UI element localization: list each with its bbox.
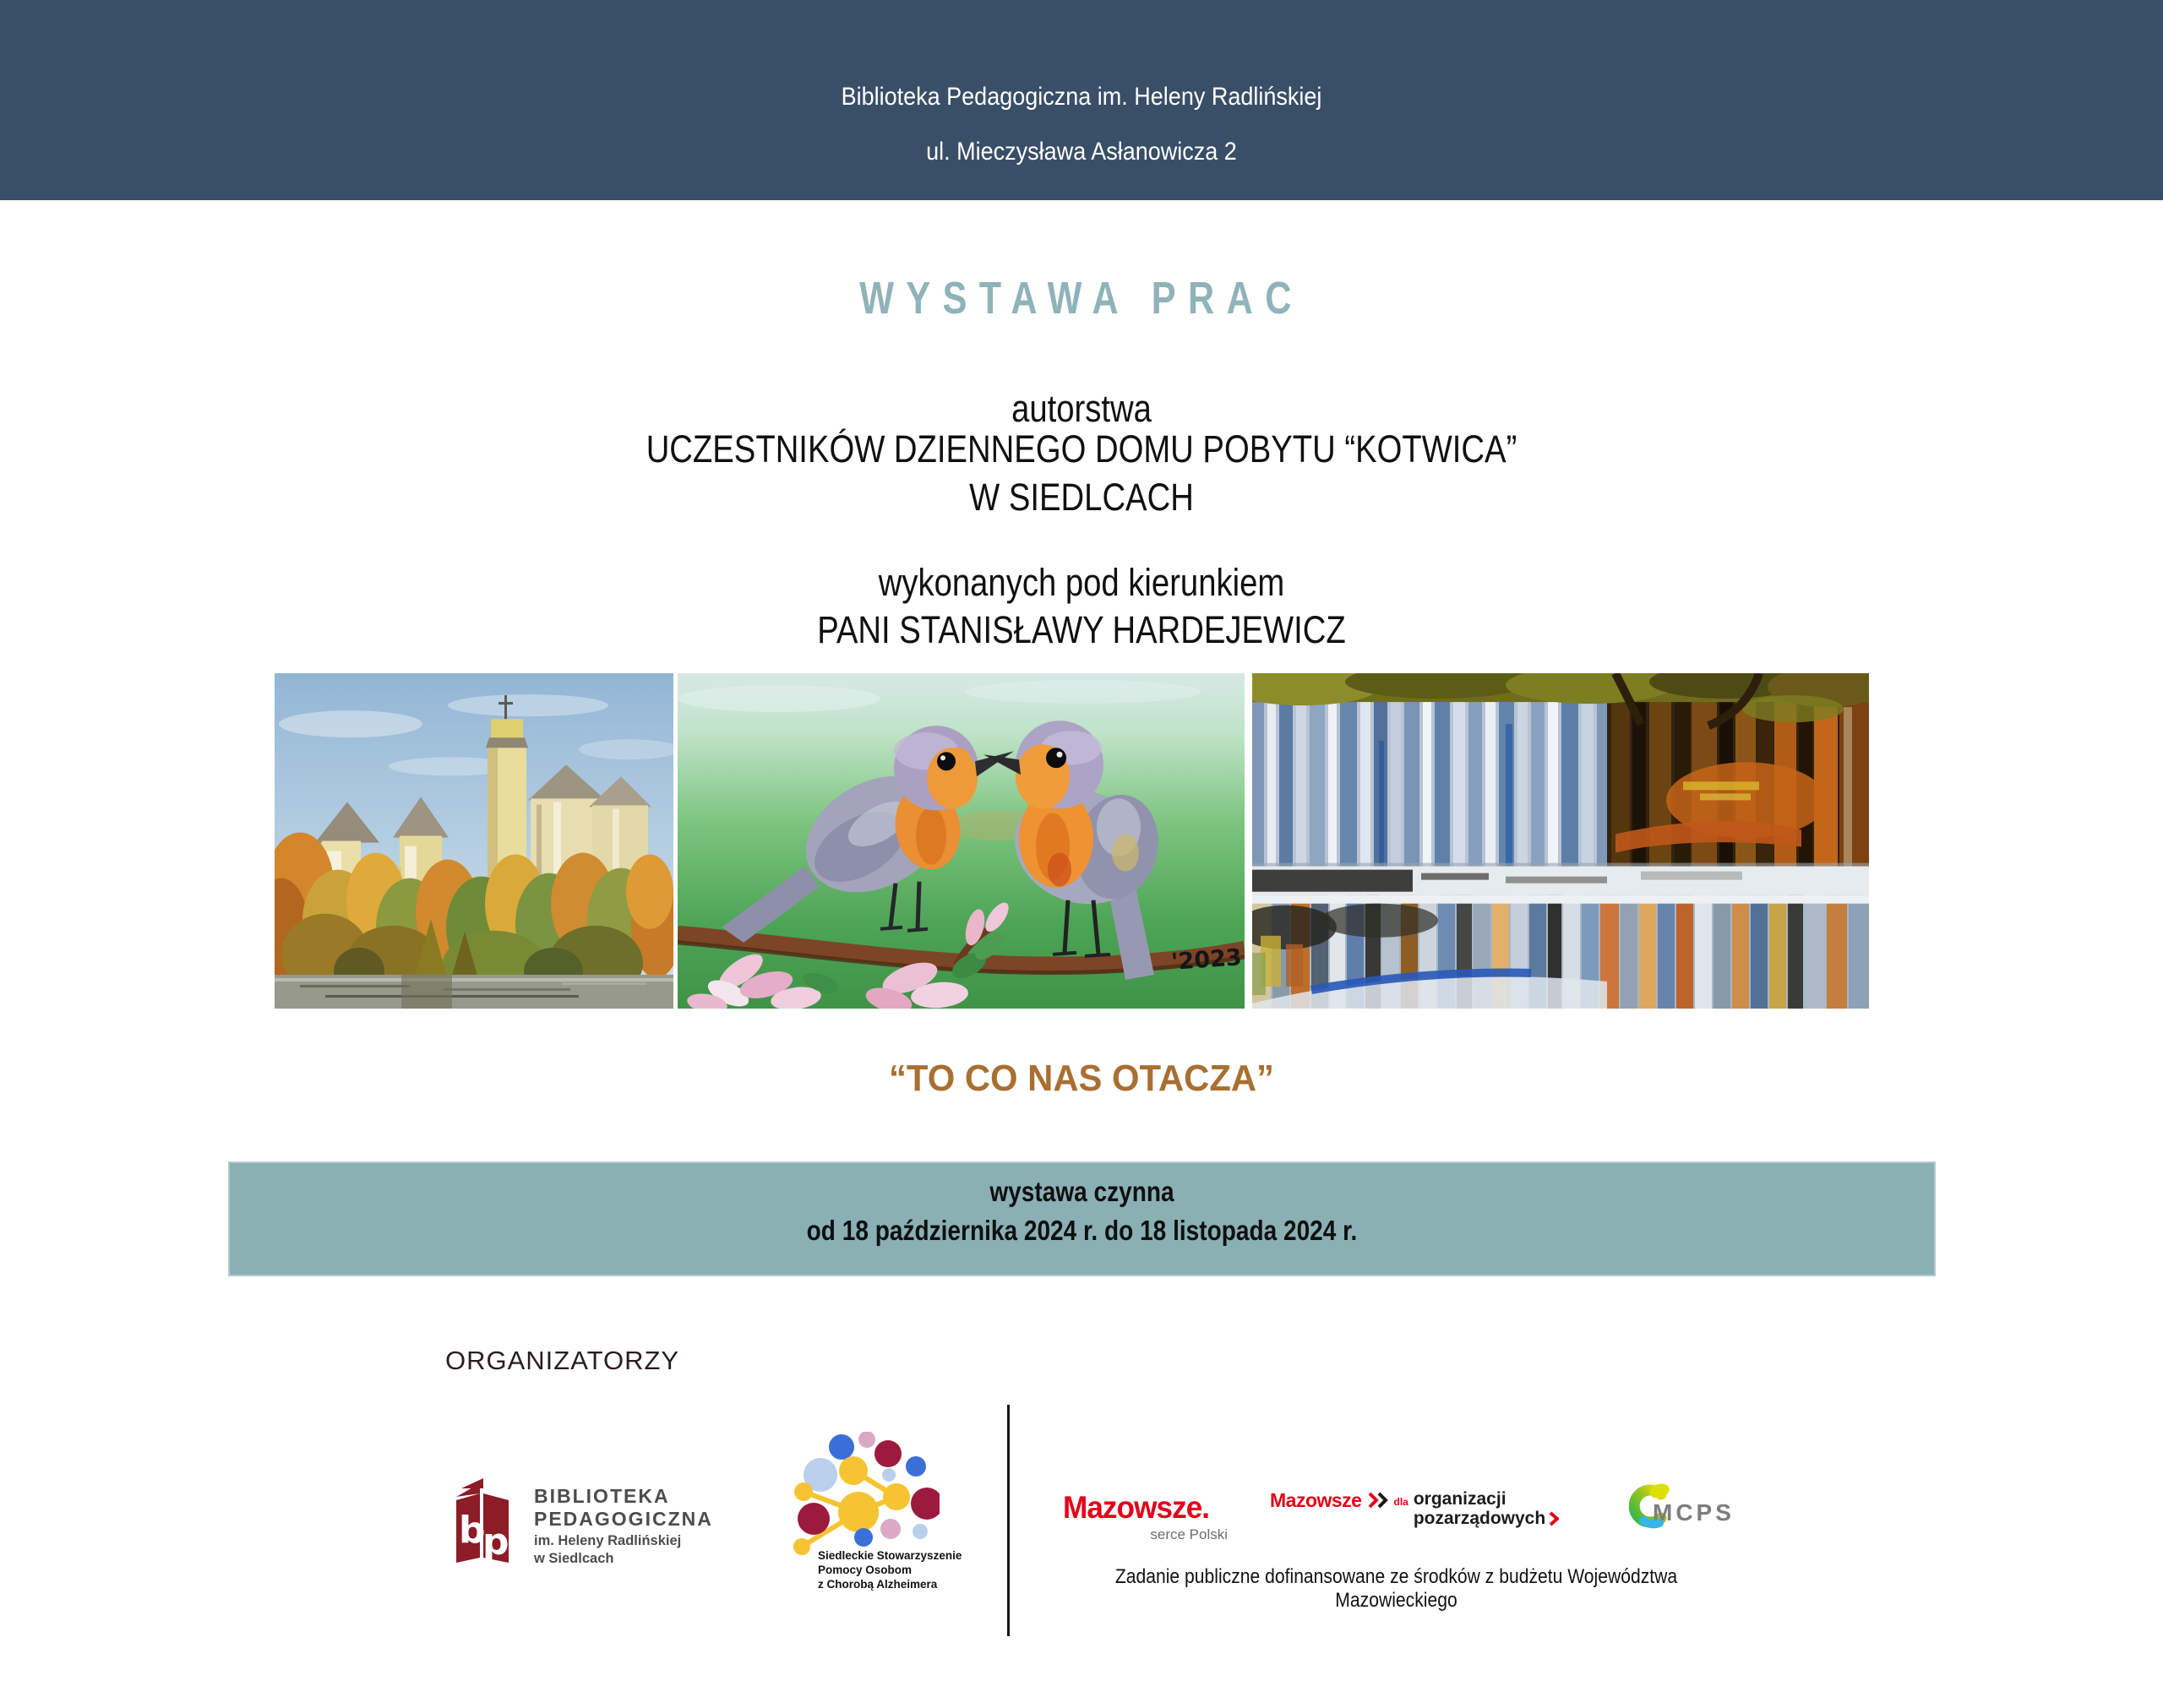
header-bar bbox=[0, 0, 2163, 200]
mazowsze-ngo-logo bbox=[1270, 1489, 1559, 1528]
ngo-line2: pozarządowych bbox=[1413, 1509, 1546, 1528]
library-logo-sub-line2: w Siedlcach bbox=[534, 1551, 614, 1566]
intro-direction: wykonanych pod kierunkiem bbox=[878, 561, 1285, 604]
funding-note: Zadanie publiczne dofinansowane ze środków z budżetu Województwa Mazowieckiego bbox=[1114, 1565, 1678, 1612]
banner-open-label: wystawa czynna bbox=[989, 1176, 1174, 1207]
svg-text:b: b bbox=[459, 1509, 486, 1552]
mcps-letters: MCPS bbox=[1653, 1499, 1735, 1526]
painting-two-robins bbox=[678, 673, 1245, 1009]
molecule-dots-icon bbox=[792, 1432, 940, 1558]
open-book-icon bbox=[455, 1478, 510, 1566]
alzheimer-name-line3: z Chorobą Alzheimera bbox=[818, 1578, 938, 1591]
library-logo-sub-line1: im. Heleny Radlińskiej bbox=[534, 1533, 682, 1548]
banner-dates: od 18 października 2024 r. do 18 listopada 2024 r. bbox=[806, 1215, 1358, 1246]
intro-authorship: autorstwa bbox=[1011, 387, 1152, 430]
alzheimer-name-line2: Pomocy Osobom bbox=[818, 1564, 913, 1576]
painting-castle-autumn bbox=[275, 673, 673, 1009]
intro-participants: UCZESTNIKÓW DZIENNEGO DOMU POBYTU “KOTWICA” bbox=[646, 427, 1517, 471]
mazowsze-tagline: serce Polski bbox=[1150, 1526, 1228, 1542]
library-name: Biblioteka Pedagogiczna im. Heleny Radlińskiej bbox=[841, 83, 1322, 111]
alzheimer-association-name bbox=[818, 1548, 962, 1591]
poster-title: WYSTAWA PRAC bbox=[859, 273, 1304, 324]
painting-waterfall bbox=[1252, 673, 1869, 1009]
intro-director: PANI STANISŁAWY HARDEJEWICZ bbox=[817, 608, 1346, 651]
painting-signature: '2023 bbox=[1170, 944, 1243, 976]
library-logo-name-line2: PEDAGOGICZNA bbox=[534, 1508, 713, 1530]
mazowsze-brand-text: Mazowsze. bbox=[1063, 1490, 1210, 1525]
library-logo bbox=[455, 1478, 510, 1566]
vertical-divider bbox=[1007, 1405, 1010, 1636]
library-logo-text bbox=[534, 1485, 713, 1568]
ngo-brand-text: Mazowsze bbox=[1270, 1489, 1362, 1511]
ngo-dla-text: dla bbox=[1393, 1496, 1408, 1508]
organizers-heading: ORGANIZATORZY bbox=[445, 1346, 680, 1375]
library-address: ul. Mieczysława Asłanowicza 2 bbox=[926, 138, 1237, 166]
svg-text:p: p bbox=[482, 1520, 509, 1564]
intro-city: W SIEDLCACH bbox=[969, 476, 1194, 519]
single-chevron-icon bbox=[1549, 1511, 1559, 1526]
exhibition-dates-banner bbox=[228, 1161, 1936, 1276]
alzheimer-association-logo bbox=[792, 1432, 940, 1558]
mazowsze-logo bbox=[1063, 1490, 1228, 1543]
exhibition-title: “TO CO NAS OTACZA” bbox=[889, 1058, 1274, 1099]
ngo-line1: organizacji bbox=[1413, 1489, 1506, 1509]
castle-painting-image bbox=[275, 673, 673, 1009]
robins-painting-image bbox=[678, 673, 1245, 1009]
double-chevron-icon bbox=[1368, 1492, 1388, 1509]
alzheimer-name-line1: Siedleckie Stowarzyszenie bbox=[818, 1549, 962, 1562]
waterfall-painting-image bbox=[1252, 673, 1869, 1009]
library-logo-name-line1: BIBLIOTEKA bbox=[534, 1485, 670, 1507]
